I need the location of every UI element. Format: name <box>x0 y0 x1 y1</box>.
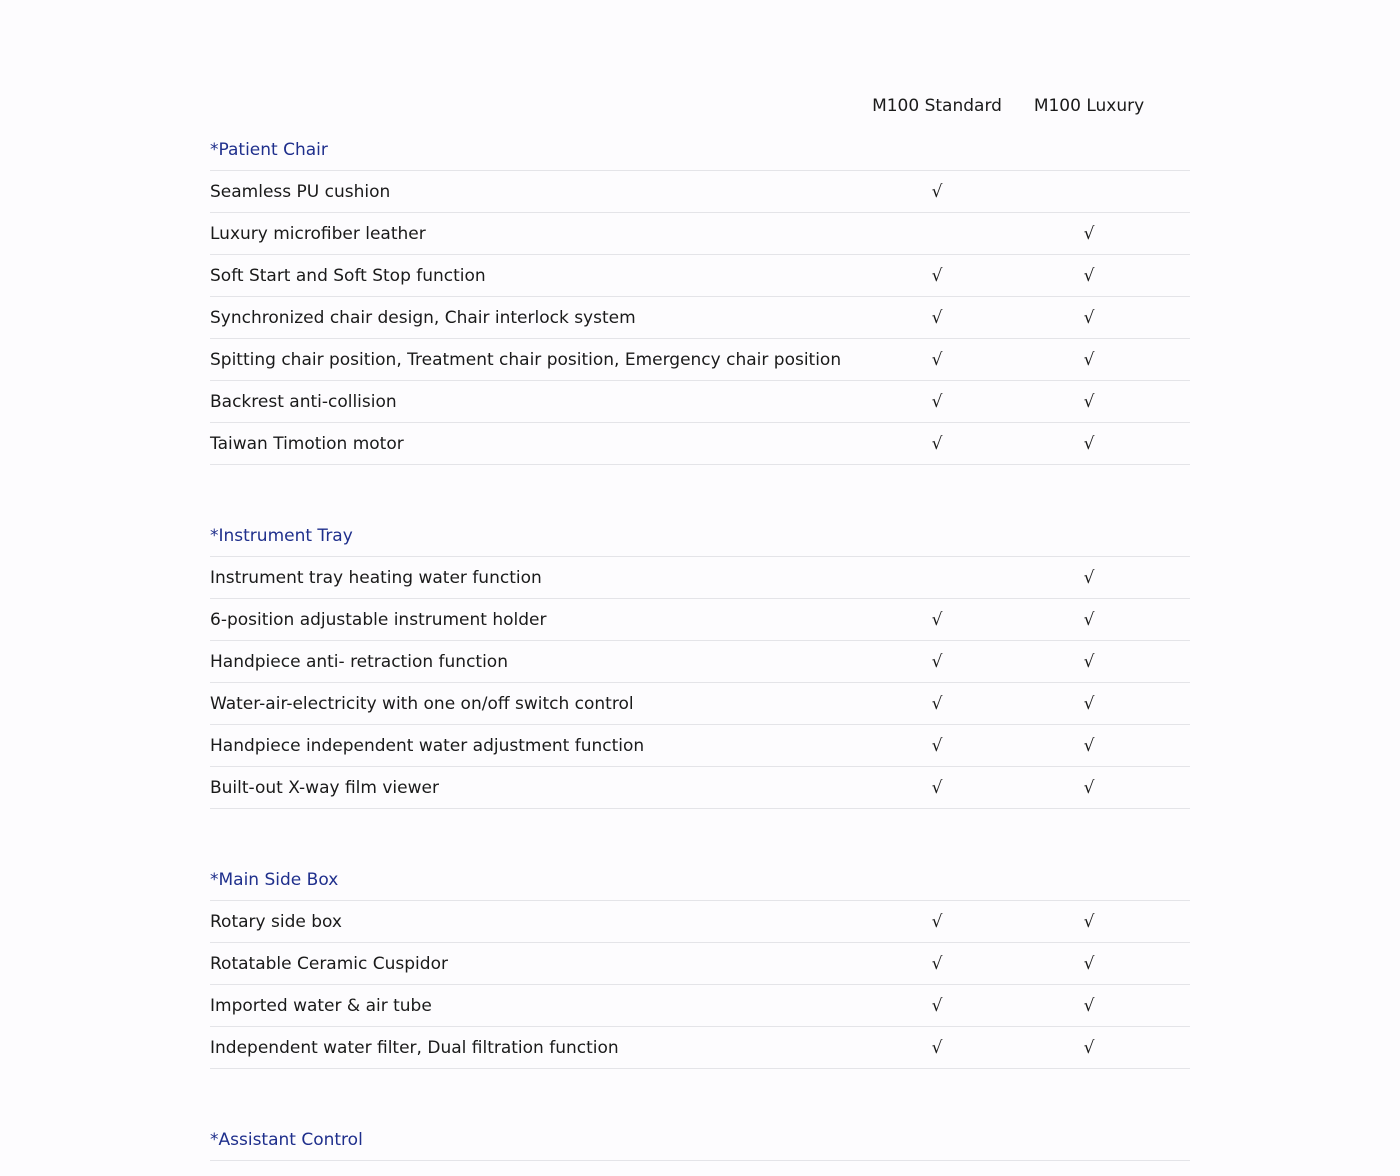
standard-check-mark: √ <box>931 652 943 672</box>
standard-check-mark: √ <box>931 996 943 1016</box>
luxury-check-mark: √ <box>1083 610 1095 630</box>
table-row <box>210 641 1190 683</box>
table-row <box>210 557 1190 599</box>
sections-container <box>210 129 1190 1161</box>
table-row <box>210 339 1190 381</box>
table-row <box>210 985 1190 1027</box>
feature-label: Taiwan Timotion motor <box>210 434 404 454</box>
luxury-check-mark: √ <box>1083 912 1095 932</box>
feature-label: Backrest anti-collision <box>210 392 397 412</box>
section-title: *Instrument Tray <box>210 515 1190 557</box>
feature-label: 6-position adjustable instrument holder <box>210 610 547 630</box>
feature-label: Synchronized chair design, Chair interlock system <box>210 308 636 328</box>
table-row <box>210 213 1190 255</box>
feature-label: Instrument tray heating water function <box>210 568 542 588</box>
standard-check-mark: √ <box>931 912 943 932</box>
table-row <box>210 943 1190 985</box>
table-row <box>210 423 1190 465</box>
feature-label: Luxury microfiber leather <box>210 224 426 244</box>
standard-check-mark: √ <box>931 308 943 328</box>
feature-label: Soft Start and Soft Stop function <box>210 266 486 286</box>
section <box>210 859 1190 1069</box>
feature-label: Handpiece anti- retraction function <box>210 652 508 672</box>
feature-label: Rotary side box <box>210 912 342 932</box>
standard-check-mark: √ <box>931 350 943 370</box>
standard-check-mark: √ <box>931 434 943 454</box>
section-title: *Assistant Control <box>210 1119 1190 1161</box>
luxury-check-mark: √ <box>1083 224 1095 244</box>
feature-label: Seamless PU cushion <box>210 182 391 202</box>
table-row <box>210 767 1190 809</box>
luxury-check-mark: √ <box>1083 434 1095 454</box>
luxury-check-mark: √ <box>1083 350 1095 370</box>
luxury-check-mark: √ <box>1083 266 1095 286</box>
table-row <box>210 599 1190 641</box>
section <box>210 129 1190 465</box>
feature-label: Imported water & air tube <box>210 996 432 1016</box>
table-row <box>210 1027 1190 1069</box>
standard-check-mark: √ <box>931 266 943 286</box>
column-header-luxury: M100 Luxury <box>1033 96 1145 116</box>
standard-check-mark: √ <box>931 610 943 630</box>
luxury-check-mark: √ <box>1083 308 1095 328</box>
luxury-check-mark: √ <box>1083 1038 1095 1058</box>
table-row <box>210 255 1190 297</box>
standard-check-mark: √ <box>931 182 943 202</box>
table-row <box>210 297 1190 339</box>
section-title: *Patient Chair <box>210 129 1190 171</box>
luxury-check-mark: √ <box>1083 996 1095 1016</box>
standard-check-mark: √ <box>931 736 943 756</box>
feature-label: Spitting chair position, Treatment chair position, Emergency chair position <box>210 350 842 370</box>
feature-label: Built-out X-way film viewer <box>210 778 439 798</box>
column-header-standard: M100 Standard <box>872 96 1002 116</box>
standard-check-mark: √ <box>931 694 943 714</box>
standard-check-mark: √ <box>931 954 943 974</box>
feature-label: Water-air-electricity with one on/off switch control <box>210 694 634 714</box>
standard-check-mark: √ <box>931 1038 943 1058</box>
section <box>210 1119 1190 1161</box>
feature-label: Independent water filter, Dual filtration function <box>210 1038 619 1058</box>
feature-label: Rotatable Ceramic Cuspidor <box>210 954 448 974</box>
luxury-check-mark: √ <box>1083 954 1095 974</box>
section <box>210 515 1190 809</box>
table-row <box>210 725 1190 767</box>
luxury-check-mark: √ <box>1083 392 1095 412</box>
luxury-check-mark: √ <box>1083 694 1095 714</box>
luxury-check-mark: √ <box>1083 778 1095 798</box>
column-header-row <box>210 0 1190 129</box>
standard-check-mark: √ <box>931 392 943 412</box>
spec-comparison-table <box>210 0 1190 1176</box>
luxury-check-mark: √ <box>1083 652 1095 672</box>
luxury-check-mark: √ <box>1083 568 1095 588</box>
section-title: *Main Side Box <box>210 859 1190 901</box>
table-row <box>210 683 1190 725</box>
table-row <box>210 171 1190 213</box>
luxury-check-mark: √ <box>1083 736 1095 756</box>
feature-label: Handpiece independent water adjustment function <box>210 736 645 756</box>
table-row <box>210 901 1190 943</box>
table-row <box>210 381 1190 423</box>
standard-check-mark: √ <box>931 778 943 798</box>
